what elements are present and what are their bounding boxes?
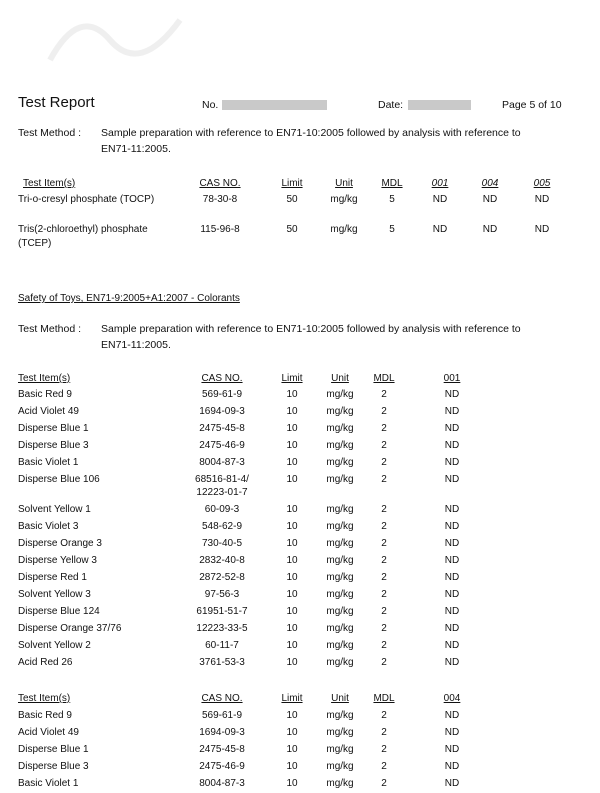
table3-row-item: Basic Violet 1 [18,778,79,789]
table2-row-item: Acid Violet 49 [18,406,79,417]
table3-row-cas: 2475-45-8 [199,744,245,755]
table2-row-item: Disperse Blue 124 [18,606,100,617]
table2-row-item: Disperse Red 1 [18,572,87,583]
table2-row-limit: 10 [286,389,298,400]
table2-row-mdl: 2 [381,440,387,451]
table3-row-unit: mg/kg [326,744,354,755]
table2-row-unit: mg/kg [326,538,354,549]
table1-row-result-001: ND [432,194,448,205]
table1-row-result-005: ND [534,224,550,235]
table2-row-item: Basic Red 9 [18,389,72,400]
test-method-2-line1: Sample preparation with reference to EN71-10:2005 followed by analysis with reference to [101,323,521,335]
table2-row-result: ND [444,521,460,532]
table2-row-limit: 10 [286,623,298,634]
table2-row-limit: 10 [286,440,298,451]
table2-row-cas: 60-09-3 [204,504,240,515]
table1-header-1: CAS NO. [199,178,241,189]
table2-header-1: CAS NO. [201,373,243,384]
table2-row-mdl: 2 [381,538,387,549]
table1-row-mdl: 5 [389,224,395,235]
table3-header-4: MDL [373,693,395,704]
table3-row-unit: mg/kg [326,778,354,789]
table2-row-item: Solvent Yellow 2 [18,640,91,651]
table1-row-cas: 115-96-8 [200,224,240,235]
table2-row-result: ND [444,440,460,451]
table1-header-5: 001 [431,178,449,189]
table2-row-result: ND [444,389,460,400]
test-method-2-line2: EN71-11:2005. [101,339,171,351]
table2-row-mdl: 2 [381,457,387,468]
test-method-label-2: Test Method : [18,323,82,335]
table3-row-item: Disperse Blue 1 [18,744,89,755]
table2-row-limit: 10 [286,504,298,515]
table3-row-cas: 1694-09-3 [199,727,245,738]
table1-header-0: Test Item(s) [23,178,76,189]
table2-header-3: Unit [331,373,349,384]
table2-row-mdl: 2 [381,640,387,651]
table2-row-mdl: 2 [381,406,387,417]
test-method-line2: EN71-11:2005. [101,143,171,155]
table3-row-mdl: 2 [381,778,387,789]
table3-row-limit: 10 [286,744,298,755]
table2-row-cas: 68516-81-4/ [195,474,249,485]
table2-row-cas: 97-56-3 [204,589,240,600]
table2-row-unit: mg/kg [326,423,354,434]
table2-row-cas: 2832-40-8 [199,555,245,566]
table3-row-limit: 10 [286,710,298,721]
table1-header-3: Unit [335,178,353,189]
table2-row-limit: 10 [286,572,298,583]
table1-row-result-004: ND [482,224,498,235]
table3-row-mdl: 2 [381,710,387,721]
table2-row-mdl: 2 [381,474,387,485]
test-method-label: Test Method : [18,127,82,139]
table1-row-mdl: 5 [389,194,395,205]
table2-row-unit: mg/kg [326,474,354,485]
table2-row-mdl: 2 [381,589,387,600]
table2-row-result: ND [444,572,460,583]
table2-row-mdl: 2 [381,623,387,634]
table2-row-result: ND [444,606,460,617]
table3-row-mdl: 2 [381,744,387,755]
watermark-logo [40,0,190,70]
table2-row-cas: 60-11-7 [205,640,239,651]
table2-row-cas: 2872-52-8 [199,572,245,583]
table2-row-unit: mg/kg [326,406,354,417]
table2-header-5: 001 [443,373,461,384]
table2-row-unit: mg/kg [326,589,354,600]
table2-row-result: ND [444,623,460,634]
table2-row-cas: 8004-87-3 [199,457,245,468]
table3-row-unit: mg/kg [326,727,354,738]
table2-row-unit: mg/kg [326,521,354,532]
table2-row-item: Disperse Blue 1 [18,423,89,434]
table2-row-unit: mg/kg [326,504,354,515]
table3-header-2: Limit [281,693,303,704]
page-number: Page 5 of 10 [502,99,562,111]
table2-row-result: ND [444,504,460,515]
table2-row-unit: mg/kg [326,555,354,566]
table2-row-cas: 569-61-9 [201,389,243,400]
table2-row-mdl: 2 [381,657,387,668]
table2-row-limit: 10 [286,457,298,468]
table2-row-cas: 1694-09-3 [199,406,245,417]
table1-row-limit: 50 [286,224,298,235]
table1-row-result-004: ND [482,194,498,205]
table3-header-0: Test Item(s) [18,693,71,704]
table2-row-item: Disperse Orange 3 [18,538,102,549]
table2-row-result: ND [444,657,460,668]
table2-row-mdl: 2 [381,572,387,583]
table3-row-result: ND [444,744,460,755]
table2-row-item: Acid Red 26 [18,657,73,668]
table3-row-result: ND [444,761,460,772]
table2-row-mdl: 2 [381,555,387,566]
table2-row-cas: 730-40-5 [201,538,243,549]
table2-row-mdl: 2 [381,521,387,532]
table2-header-2: Limit [281,373,303,384]
table1-row-unit: mg/kg [330,194,358,205]
table2-row-cas: 3761-53-3 [199,657,245,668]
table2-row-item: Solvent Yellow 1 [18,504,91,515]
report-title: Test Report [18,94,95,111]
table2-row-limit: 10 [286,640,298,651]
table1-row-item: Tri-o-cresyl phosphate (TOCP) [18,194,155,205]
table3-row-item: Acid Violet 49 [18,727,79,738]
report-no-label: No. [202,99,219,111]
table3-row-limit: 10 [286,727,298,738]
table1-header-4: MDL [381,178,403,189]
table2-row-unit: mg/kg [326,440,354,451]
table2-row-item: Disperse Blue 106 [18,474,100,485]
table2-row-cas: 548-62-9 [201,521,243,532]
table2-row-result: ND [444,474,460,485]
table1-row-result-005: ND [534,194,550,205]
date-label: Date: [378,99,404,111]
table1-header-2: Limit [281,178,303,189]
table2-row-cas: 61951-51-7 [196,606,248,617]
table3-row-result: ND [444,778,460,789]
table2-row-unit: mg/kg [326,457,354,468]
table2-row-result: ND [444,406,460,417]
table2-row-unit: mg/kg [326,389,354,400]
table2-row-limit: 10 [286,555,298,566]
table2-row-cas-cont: 12223-01-7 [196,487,248,498]
table2-row-limit: 10 [286,657,298,668]
table2-row-limit: 10 [286,538,298,549]
table2-row-limit: 10 [286,474,298,485]
table3-row-mdl: 2 [381,761,387,772]
table2-row-cas: 12223-33-5 [196,623,248,634]
table2-row-cas: 2475-46-9 [199,440,245,451]
table2-row-unit: mg/kg [326,572,354,583]
table2-row-limit: 10 [286,589,298,600]
table2-row-result: ND [444,538,460,549]
table2-row-item: Disperse Blue 3 [18,440,89,451]
table2-header-0: Test Item(s) [18,373,71,384]
table3-header-1: CAS NO. [201,693,243,704]
table2-row-result: ND [444,423,460,434]
redacted-date [408,100,471,110]
table2-row-mdl: 2 [381,504,387,515]
test-method-line1: Sample preparation with reference to EN71-10:2005 followed by analysis with reference to [101,127,521,139]
table1-row-cas: 78-30-8 [202,194,238,205]
table3-header-5: 004 [443,693,461,704]
table1-header-6: 004 [481,178,499,189]
section-title-colorants: Safety of Toys, EN71-9:2005+A1:2007 - Colorants [18,293,240,304]
table2-row-limit: 10 [286,606,298,617]
table1-row-item-cont: (TCEP) [18,238,52,249]
table1-row-item: Tris(2-chloroethyl) phosphate [18,224,148,235]
table2-row-item: Solvent Yellow 3 [18,589,91,600]
table2-row-unit: mg/kg [326,640,354,651]
table3-row-cas: 8004-87-3 [199,778,245,789]
table1-header-7: 005 [533,178,551,189]
table2-row-unit: mg/kg [326,657,354,668]
table2-row-limit: 10 [286,423,298,434]
table2-row-limit: 10 [286,406,298,417]
table3-row-cas: 569-61-9 [201,710,243,721]
table1-row-unit: mg/kg [330,224,358,235]
table3-row-cas: 2475-46-9 [199,761,245,772]
table2-row-result: ND [444,457,460,468]
table1-row-result-001: ND [432,224,448,235]
table2-header-4: MDL [373,373,395,384]
table2-row-mdl: 2 [381,606,387,617]
table2-row-unit: mg/kg [326,623,354,634]
table2-row-unit: mg/kg [326,606,354,617]
table3-row-item: Basic Red 9 [18,710,72,721]
table2-row-cas: 2475-45-8 [199,423,245,434]
table3-row-result: ND [444,727,460,738]
table3-row-result: ND [444,710,460,721]
table2-row-item: Disperse Orange 37/76 [18,623,122,634]
table2-row-result: ND [444,589,460,600]
table2-row-limit: 10 [286,521,298,532]
redacted-report-no [222,100,327,110]
table3-row-mdl: 2 [381,727,387,738]
table3-row-limit: 10 [286,778,298,789]
table2-row-item: Basic Violet 1 [18,457,79,468]
table2-row-result: ND [444,640,460,651]
table2-row-item: Basic Violet 3 [18,521,79,532]
table3-row-item: Disperse Blue 3 [18,761,89,772]
table3-row-unit: mg/kg [326,710,354,721]
table2-row-result: ND [444,555,460,566]
table3-row-unit: mg/kg [326,761,354,772]
table2-row-mdl: 2 [381,389,387,400]
table2-row-mdl: 2 [381,423,387,434]
table1-row-limit: 50 [286,194,298,205]
table3-row-limit: 10 [286,761,298,772]
table3-header-3: Unit [331,693,349,704]
table2-row-item: Disperse Yellow 3 [18,555,97,566]
